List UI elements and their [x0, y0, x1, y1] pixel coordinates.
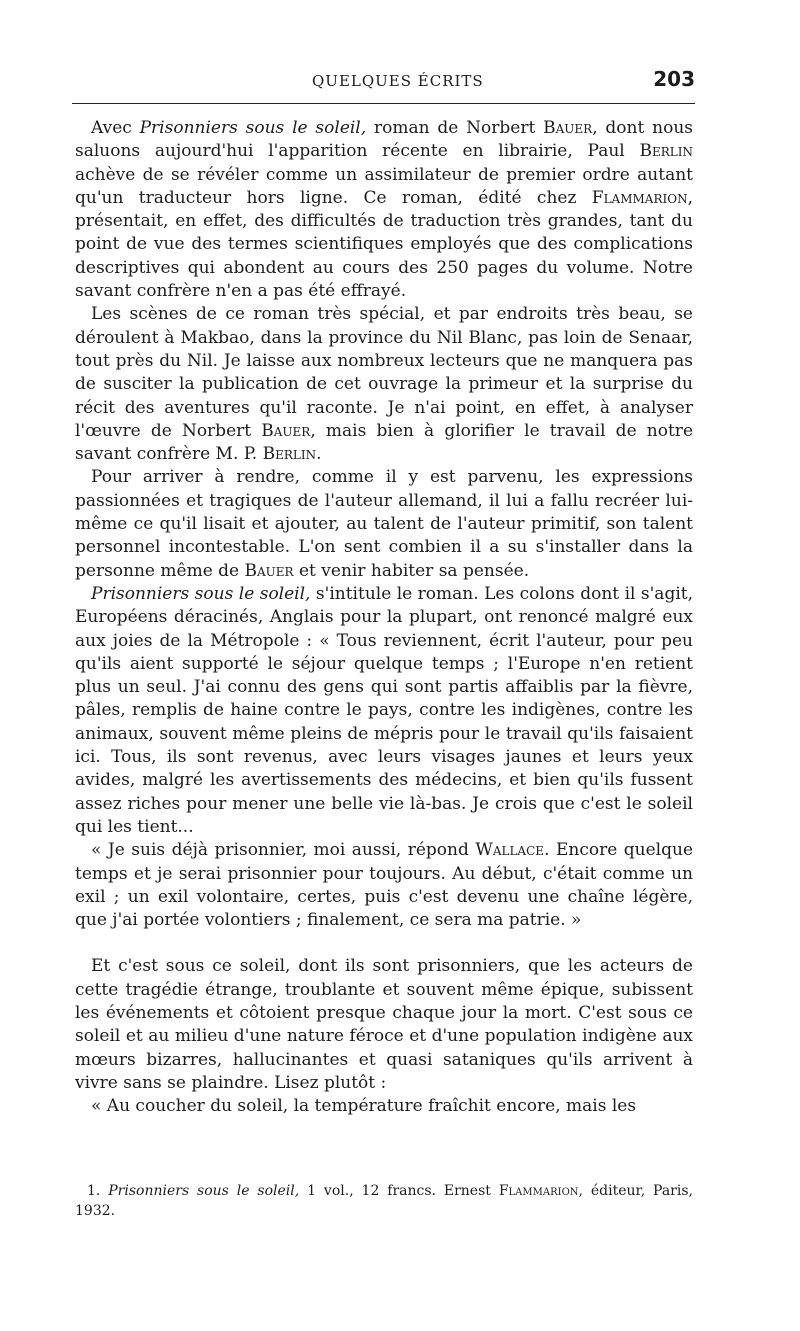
page-number: 203 [653, 67, 695, 91]
author-name: Bauer [261, 420, 311, 441]
text-run: Les scènes de ce roman très spécial, et par endroits très beau, se déroulent à Makbao, dans la province du Nil Blanc, pas loin de Senaar, tout près du Nil. Je laisse aux nombreux lecteurs que ne manquera pas de susciter la publication de cet ouvrage la primeur et la surprise du récit des aventures qu'il raconte. Je n'ai point, en effet, à analyser l'œuvre de Norbert [75, 304, 693, 441]
running-title: QUELQUES ÉCRITS [312, 72, 484, 90]
paragraph [75, 303, 693, 466]
author-name: Berlin [262, 444, 317, 465]
author-name: Wallace [475, 840, 545, 861]
text-run: Avec [91, 118, 140, 138]
author-name: Flammarion [591, 187, 688, 208]
text-run: , dont nous saluons aujourd'hui l'apparition récente en librairie, Paul [75, 118, 693, 162]
text-run: et venir habiter sa pensée. [293, 560, 530, 581]
footnote [75, 1181, 693, 1221]
text-run: , éditeur, Paris, 1932. [75, 1183, 693, 1219]
italic-title: Prisonniers sous le soleil, [91, 583, 311, 604]
text-run: 1. [87, 1183, 109, 1199]
page-header [72, 62, 695, 98]
author-name: Flammarion [498, 1183, 579, 1199]
paragraph [75, 117, 693, 303]
paragraph [75, 583, 693, 839]
header-rule [72, 103, 695, 104]
text-run: roman de Norbert [366, 118, 544, 138]
body-text [75, 117, 693, 1118]
paragraph [75, 955, 693, 1095]
text-run: Pour arriver à rendre, comme il y est parvenu, les expressions passionnées et tragiques de l'auteur allemand, il lui a fallu recréer lui-même ce qu'il lisait et ajouter, au talent de l'auteur primitif, son talent personnel incontestable. L'on sent combien il a su s'installer dans la personne même de [75, 467, 693, 581]
footnote-paragraph [75, 1181, 693, 1221]
text-run: . [316, 444, 322, 465]
text-run: s'intitule le roman. Les colons dont il s'agit, Européens déracinés, Anglais pour la plupart, ont renoncé malgré eux aux joies de la Métropole : « Tous reviennent, écrit l'auteur, pour peu qu'ils aient supporté le séjour quelque temps ; l'Europe n'en retient plus un seul. J'ai connu des gens qui sont partis affaiblis par la fièvre, pâles, remplis de haine contre le pays, contre les indigènes, contre les animaux, souvent même pleins de mépris pour le travail qu'ils faisaient ici. Tous, ils sont revenus, avec leurs visages jaunes et leurs yeux avides, malgré les avertissements des médecins, et bien qu'ils fussent assez riches pour mener une belle vie là-bas. Je crois que c'est le soleil qui les tient... [75, 583, 693, 837]
text-run: , présentait, en effet, des difficultés de traduction très grandes, tant du point de vue des termes scientifiques employés que des complications descriptives qui abondent au cours des 250 pages du volume. Notre savant confrère n'en a pas été effrayé. [75, 187, 693, 302]
text-run: achève de se révéler comme un assimilateur de premier ordre autant qu'un traducteur hors ligne. Ce roman, édité chez [75, 164, 693, 208]
italic-title: Prisonniers sous le soleil, [108, 1183, 300, 1199]
paragraph [75, 839, 693, 932]
text-run: Et c'est sous ce soleil, dont ils sont prisonniers, que les acteurs de cette tragédie étrange, troublante et souvent même épique, subissent les événements et côtoient presque chaque jour la mort. C'est sous ce soleil et au milieu d'une nature féroce et d'une population indigène aux mœurs bizarres, hallucinantes et quasi sataniques qu'ils arrivent à vivre sans se plaindre. Lisez plutôt : [75, 956, 693, 1093]
paragraph [75, 1095, 693, 1118]
author-name: Berlin [639, 141, 693, 162]
text-run: « Au coucher du soleil, la température fraîchit encore, mais les [91, 1096, 637, 1117]
author-name: Bauer [244, 560, 294, 581]
text-run: « Je suis déjà prisonnier, moi aussi, répond [91, 840, 476, 861]
text-run: 1 vol., 12 francs. Ernest [299, 1183, 499, 1199]
paragraph [75, 466, 693, 582]
text-run: , mais bien à glorifier le travail de notre savant confrère M. P. [75, 420, 693, 465]
italic-title: Prisonniers sous le soleil, [139, 118, 367, 138]
author-name: Bauer [543, 118, 593, 138]
text-run: . Encore quelque temps et je serai prisonnier pour toujours. Au début, c'était comme un exil ; un exil volontaire, certes, puis c'est devenu une chaîne légère, que j'ai portée volontiers ; finalement, ce sera ma patrie. » [75, 840, 694, 931]
